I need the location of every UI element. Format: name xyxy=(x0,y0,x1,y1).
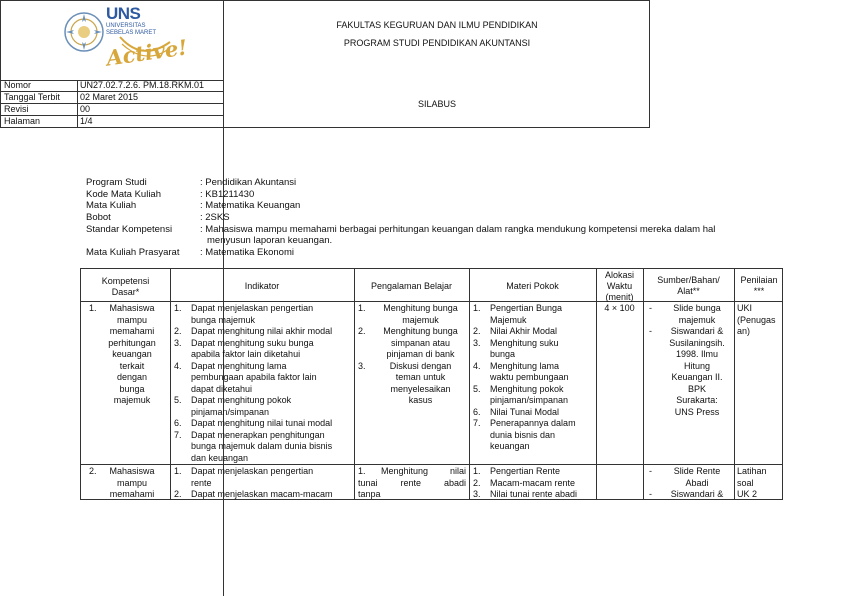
list-item: 2. Nilai Akhir Modal xyxy=(473,326,558,336)
sumber-list xyxy=(647,466,733,500)
logo-sub2: SEBELAS MARET xyxy=(106,30,157,36)
indikator-list xyxy=(174,466,352,500)
list-item: 1. Pengertian Bunga Majemuk xyxy=(473,303,563,325)
list-item: 4. Dapat menghitung lama pembungaan apabila faktor lain dapat diketahui xyxy=(174,360,317,394)
list-item: 3. Diskusi dengan teman untuk menyelesaikan kasus xyxy=(358,360,452,405)
list-item: 2. Menghitung bunga simpanan atau pinjaman di bank xyxy=(358,326,458,359)
list-item: 4. Menghitung lama waktu pembungaan xyxy=(473,360,569,382)
alokasi-waktu-cell: 4 × 100 xyxy=(604,303,635,313)
list-item: - Slide Rente Abadi xyxy=(647,466,733,489)
list-item: 5. Dapat menghitung pokok pinjaman/simpanan xyxy=(174,395,292,417)
info-value: : 2SKS xyxy=(200,212,230,223)
program-title: PROGRAM STUDI PENDIDIKAN AKUNTANSI xyxy=(343,38,531,48)
meta-nomor: Nomor UN27.02.7.2.6. PM.18.RKM.01 xyxy=(0,80,223,92)
faculty-title: FAKULTAS KEGURUAN DAN ILMU PENDIDIKAN xyxy=(336,20,538,30)
header-penilaian: Penilaian *** xyxy=(740,275,778,296)
header-sumber-bahan-alat: Sumber/Bahan/ Alat** xyxy=(657,275,720,296)
logo-sub1: UNIVERSITAS xyxy=(106,23,146,29)
info-key: Mata Kuliah Prasyarat xyxy=(86,247,180,258)
logo-tagline: Active! xyxy=(104,34,189,71)
sumber-list xyxy=(647,303,733,418)
info-value-continued: menyusun laporan keuangan. xyxy=(207,235,333,246)
uns-logo xyxy=(62,2,189,78)
info-value: : Matematika Ekonomi xyxy=(200,247,294,258)
kompetensi-dasar-cell: Mahasiswa mampu memahami xyxy=(109,466,155,499)
info-value: : KB1211430 xyxy=(200,189,255,200)
meta-revisi: Revisi 00 xyxy=(0,104,223,116)
row-number: 2. xyxy=(89,466,97,476)
penilaian-cell: Latihan soal UK 2 xyxy=(737,466,767,499)
list-item: 5. Menghitung pokok pinjaman/simpanan xyxy=(473,383,569,405)
info-key: Kode Mata Kuliah xyxy=(86,189,161,200)
document-header xyxy=(0,0,650,128)
materi-pokok-list xyxy=(473,303,594,453)
materi-pokok-list xyxy=(473,466,594,500)
info-value: : Matematika Keuangan xyxy=(200,200,301,211)
info-value: : Mahasiswa mampu memahami berbagai perhitungan keuangan dalam rangka mendukung kompetensi mereka dalam hal xyxy=(200,224,716,235)
document-title: SILABUS xyxy=(417,99,457,109)
header-indikator: Indikator xyxy=(244,281,280,291)
logo-wordmark: UNS xyxy=(106,4,141,23)
info-key: Standar Kompetensi xyxy=(86,224,173,235)
list-item: 1. Menghitung nilai tunai rente abadi tanpa xyxy=(358,466,466,499)
row-number: 1. xyxy=(89,303,97,313)
pengalaman-belajar-list xyxy=(358,466,466,500)
list-item: 6. Dapat menghitung nilai tunai modal xyxy=(174,418,333,428)
table-row xyxy=(81,466,784,500)
list-item: 3. Menghitung suku bunga xyxy=(473,337,559,359)
list-item: 6. Nilai Tunai Modal xyxy=(473,406,560,417)
list-item: - Slide bunga majemuk xyxy=(647,303,733,326)
penilaian-cell: UKI (Penugas an) xyxy=(737,303,776,336)
syllabus-table xyxy=(80,268,783,500)
meta-tanggal-terbit: Tanggal Terbit 02 Maret 2015 xyxy=(0,92,223,104)
meta-halaman: Halaman 1/4 xyxy=(4,116,93,126)
header-pengalaman-belajar: Pengalaman Belajar xyxy=(370,281,453,291)
pengalaman-belajar-list xyxy=(358,303,466,407)
list-item: 2. Dapat menghitung nilai akhir modal xyxy=(174,326,333,336)
list-item: 2. Dapat menjelaskan macam-macam xyxy=(174,489,333,499)
info-key: Program Studi xyxy=(86,177,147,188)
info-value: : Pendidikan Akuntansi xyxy=(200,177,297,188)
list-item: 3. Dapat menghitung suku bunga apabila faktor lain diketahui xyxy=(174,337,314,359)
list-item: 1. Pengertian Rente xyxy=(473,466,561,476)
header-kompetensi-dasar: Kompetensi Dasar* xyxy=(101,276,150,297)
info-key: Mata Kuliah xyxy=(86,200,137,211)
list-item: 7. Dapat menerapkan penghitungan bunga majemuk dalam dunia bisnis dan keuangan xyxy=(174,429,333,463)
list-item: 1. Menghitung bunga majemuk xyxy=(358,303,458,325)
header-materi-pokok: Materi Pokok xyxy=(506,281,559,291)
header-alokasi-waktu: Alokasi Waktu (menit) xyxy=(604,270,634,302)
list-item: 1. Dapat menjelaskan pengertian rente xyxy=(174,466,314,488)
list-item: 2. Macam-macam rente xyxy=(473,477,576,488)
list-item: 7. Penerapannya dalam dunia bisnis dan keuangan xyxy=(473,418,576,451)
list-item: 1. Dapat menjelaskan pengertian bunga majemuk xyxy=(174,303,314,325)
indikator-list xyxy=(174,303,352,464)
list-item: 3. Nilai tunai rente abadi xyxy=(473,489,578,499)
kompetensi-dasar-cell: Mahasiswa mampu memahami perhitungan keuangan terkait dengan bunga majemuk xyxy=(108,303,156,405)
info-key: Bobot xyxy=(86,212,111,223)
table-row xyxy=(81,303,784,463)
list-item: - Siswandari & Susilaningsih. 1998. Ilmu Hitung Keuangan II. BPK Surakarta: UNS Press xyxy=(647,326,733,418)
list-item: - Siswandari & xyxy=(647,489,733,500)
